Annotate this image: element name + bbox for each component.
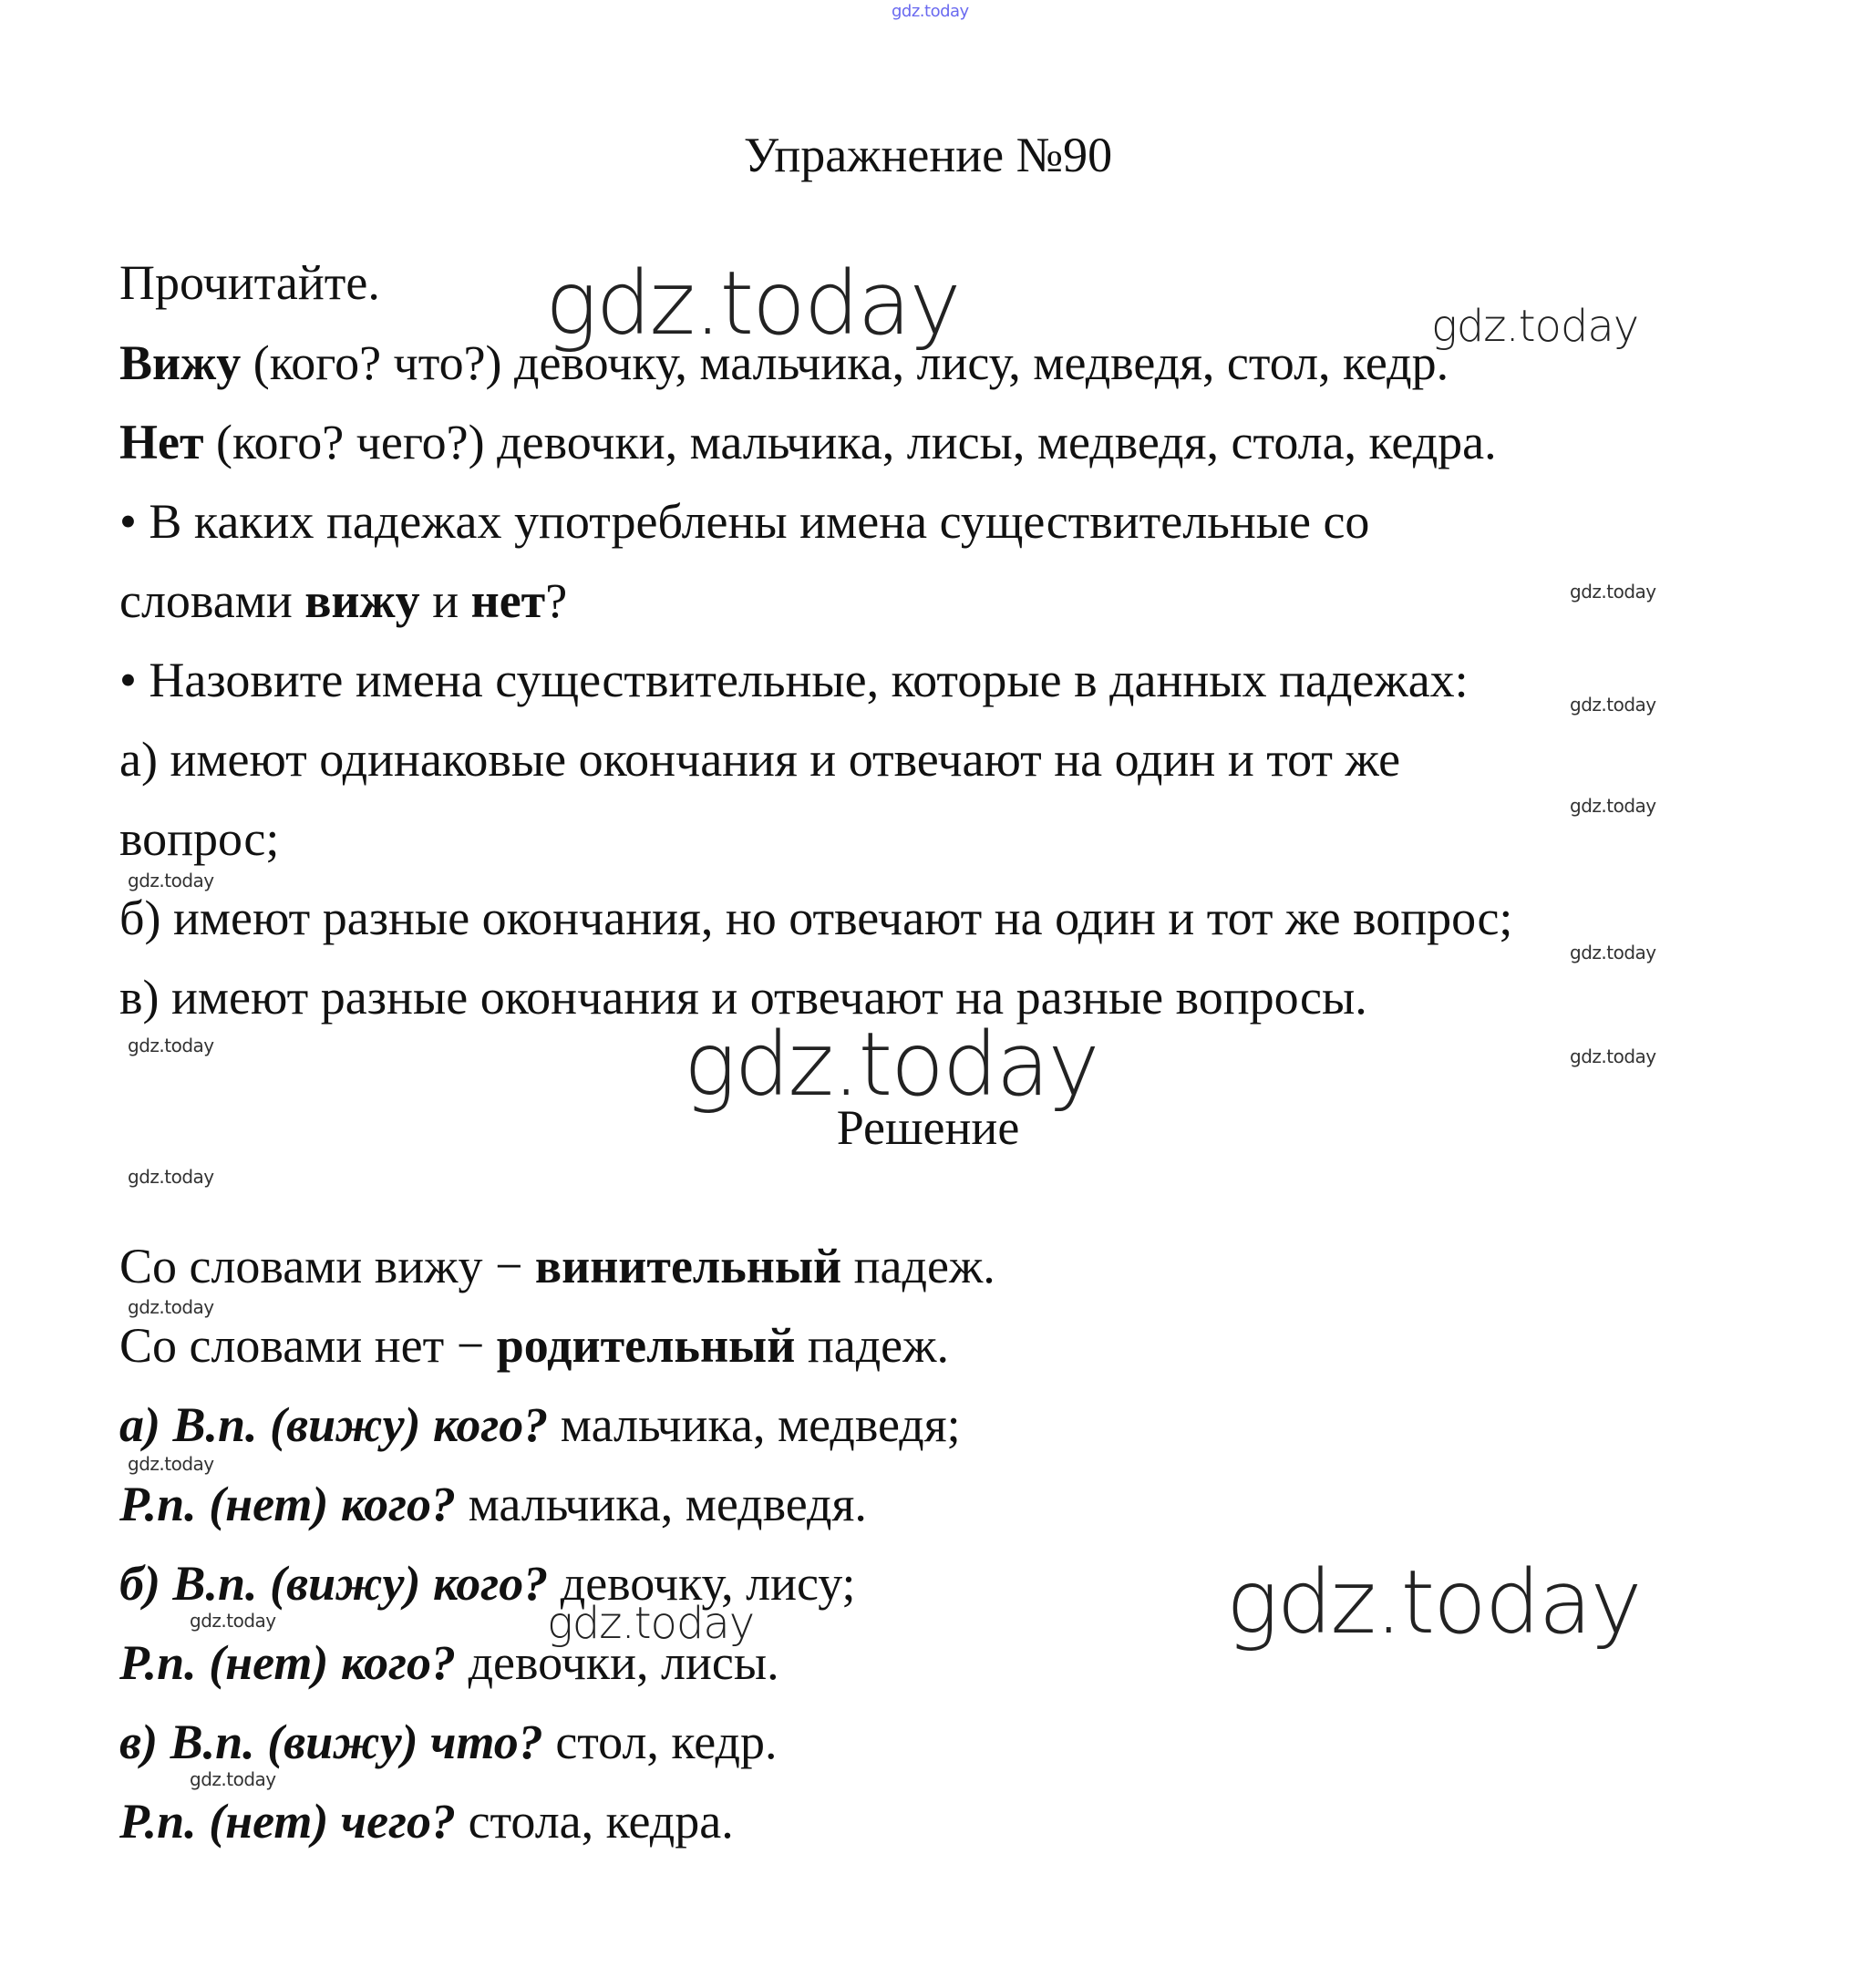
case-accusative: винительный xyxy=(534,1239,842,1293)
solution-line-2-c: падеж. xyxy=(795,1318,949,1373)
question-1-line-1: • В каких падежах употреблены имена существительные со xyxy=(119,494,1370,549)
task-line-net-rest: (кого? чего?) девочки, мальчика, лисы, медведя, стола, кедра. xyxy=(203,415,1497,469)
q1-part-d: ? xyxy=(545,573,568,628)
solution-line-1-c: падеж. xyxy=(841,1239,995,1293)
watermark-small-7: gdz.today xyxy=(1570,1046,1656,1067)
answer-a-1 xyxy=(119,1396,961,1454)
question-2: • Назовите имена существительные, которые в данных падежах: xyxy=(119,653,1469,707)
solution-line-1 xyxy=(119,1237,995,1295)
question-1-line-2 xyxy=(119,572,567,630)
answer-b-2-words: девочки, лисы. xyxy=(456,1635,779,1690)
task-intro: Прочитайте. xyxy=(119,255,380,310)
solution-heading: Решение xyxy=(836,1100,1020,1155)
watermark-medium-2: gdz.today xyxy=(547,1598,755,1649)
watermark-large-2: gdz.today xyxy=(684,1014,1098,1116)
watermark-small-3: gdz.today xyxy=(1570,795,1656,817)
case-genitive: родительный xyxy=(496,1318,796,1373)
item-b: б) имеют разные окончания, но отвечают на один и тот же вопрос; xyxy=(119,891,1513,945)
watermark-large-3: gdz.today xyxy=(1226,1551,1641,1653)
item-a-line-2: вопрос; xyxy=(119,811,280,866)
task-line-vizhu-rest: (кого? что?) девочку, мальчика, лису, медведя, стол, кедр. xyxy=(241,335,1449,390)
watermark-small-2: gdz.today xyxy=(1570,694,1656,716)
exercise-title: Упражнение №90 xyxy=(743,128,1113,182)
answer-c-2-label: Р.п. (нет) чего? xyxy=(119,1794,457,1849)
answer-a-2-words: мальчика, медведя. xyxy=(456,1477,867,1531)
task-line-net xyxy=(119,413,1497,471)
watermark-small-1: gdz.today xyxy=(1570,581,1656,603)
answer-a-2-label: Р.п. (нет) кого? xyxy=(119,1477,457,1531)
answer-c-1-label: в) В.п. (вижу) что? xyxy=(119,1715,543,1769)
watermark-small-4: gdz.today xyxy=(128,870,214,891)
watermark-small-10: gdz.today xyxy=(128,1453,214,1475)
answer-a-1-words: мальчика, медведя; xyxy=(548,1397,961,1452)
watermark-small-9: gdz.today xyxy=(128,1296,214,1318)
watermark-large-1: gdz.today xyxy=(545,252,960,355)
answer-c-2-words: стола, кедра. xyxy=(456,1794,734,1849)
q1-part-a: словами xyxy=(119,573,305,628)
q1-part-c: и xyxy=(419,573,471,628)
q1-word-vizhu: вижу xyxy=(304,573,420,628)
answer-c-2 xyxy=(119,1792,734,1850)
solution-line-2 xyxy=(119,1316,949,1375)
answer-b-1-label: б) В.п. (вижу) кого? xyxy=(119,1556,549,1611)
answer-c-1 xyxy=(119,1713,778,1771)
word-vizhu: Вижу xyxy=(119,335,242,390)
item-a-line-1: а) имеют одинаковые окончания и отвечают на один и тот же xyxy=(119,732,1401,787)
word-net: Нет xyxy=(119,415,204,469)
answer-b-1-words: девочку, лису; xyxy=(548,1556,856,1611)
answer-a-2 xyxy=(119,1475,867,1533)
watermark-small-11: gdz.today xyxy=(190,1610,276,1632)
answer-a-1-label: а) В.п. (вижу) кого? xyxy=(119,1397,549,1452)
watermark-top: gdz.today xyxy=(892,2,969,21)
watermark-small-5: gdz.today xyxy=(1570,942,1656,963)
solution-line-1-a: Со словами вижу − xyxy=(119,1239,535,1293)
solution-line-2-a: Со словами нет − xyxy=(119,1318,497,1373)
watermark-small-6: gdz.today xyxy=(128,1035,214,1056)
q1-word-net: нет xyxy=(470,573,546,628)
item-c: в) имеют разные окончания и отвечают на разные вопросы. xyxy=(119,970,1367,1025)
answer-b-2-label: Р.п. (нет) кого? xyxy=(119,1635,457,1690)
answer-c-1-words: стол, кедр. xyxy=(542,1715,778,1769)
watermark-medium-1: gdz.today xyxy=(1431,301,1639,352)
watermark-small-8: gdz.today xyxy=(128,1166,214,1188)
watermark-small-12: gdz.today xyxy=(190,1768,276,1790)
